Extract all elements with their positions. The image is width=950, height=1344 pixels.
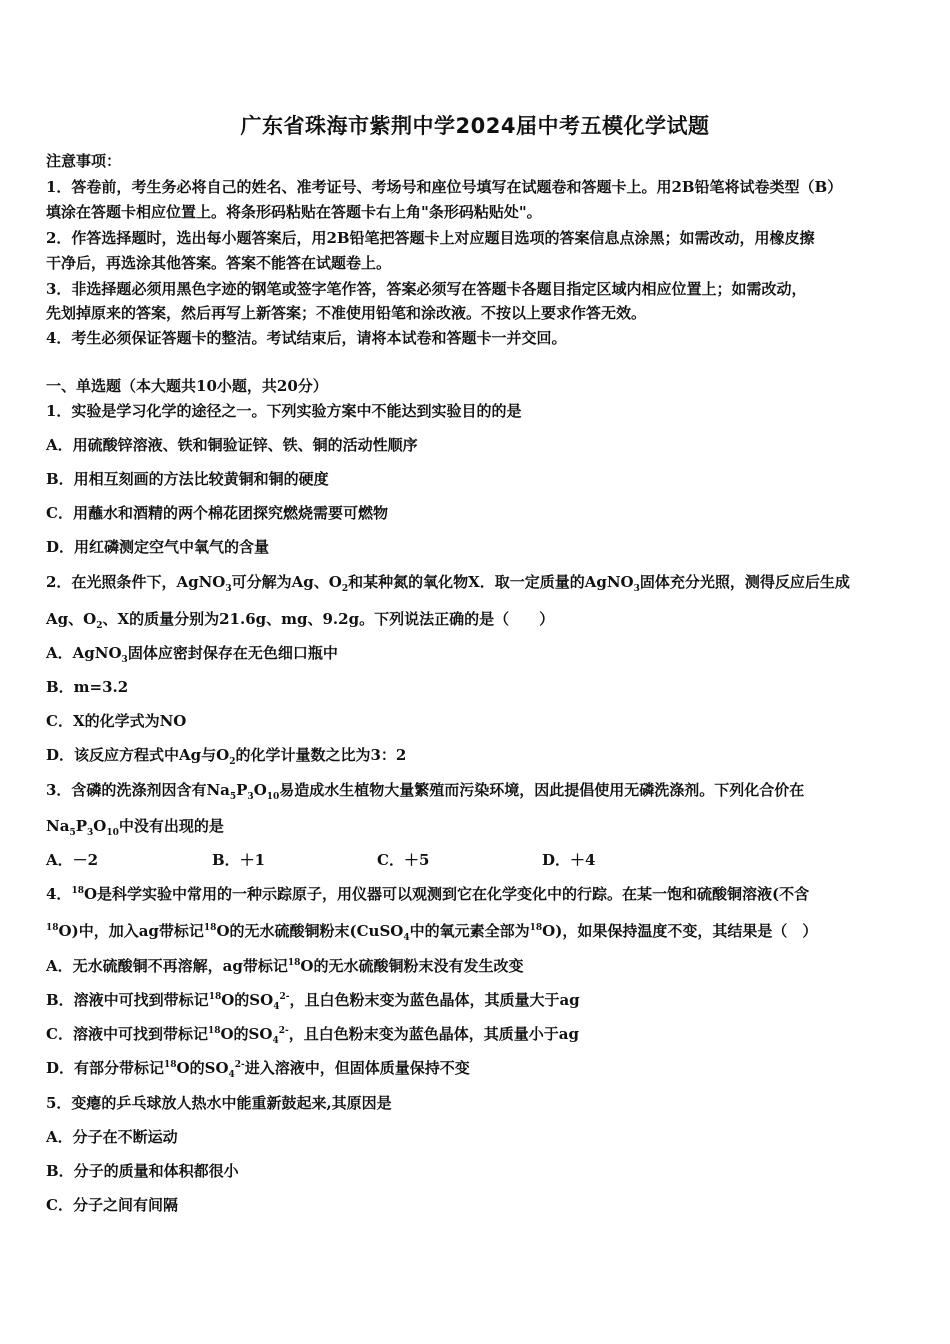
notice-heading: 注意事项： bbox=[46, 152, 122, 170]
notice-line: 1．答卷前，考生务必将自己的姓名、准考证号、考场号和座位号填写在试题卷和答题卡上。用2B铅笔将试卷类型（B） bbox=[46, 178, 843, 196]
q1-option-d: D．用红磷测定空气中氧气的含量 bbox=[46, 538, 270, 556]
q3-option-b: B．＋1 bbox=[212, 851, 266, 869]
q2-option-b: B．m=3.2 bbox=[46, 678, 129, 696]
q2-option-c: C．X的化学式为NO bbox=[46, 712, 187, 730]
q4-option-a: A．无水硫酸铜不再溶解，ag带标记$^{18}$O的无水硫酸铜粉末没有发生改变 bbox=[46, 957, 524, 975]
notice-line: 干净后，再选涂其他答案。答案不能答在试题卷上。 bbox=[46, 254, 392, 272]
q1-option-c: C．用蘸水和酒精的两个棉花团探究燃烧需要可燃物 bbox=[46, 504, 388, 522]
q2-option-a: A．AgNO$_3$固体应密封保存在无色细口瓶中 bbox=[46, 644, 338, 665]
question-1-stem: 1．实验是学习化学的途径之一。下列实验方案中不能达到实验目的的是 bbox=[46, 402, 522, 420]
q1-option-a: A．用硫酸锌溶液、铁和铜验证锌、铁、铜的活动性顺序 bbox=[46, 436, 418, 454]
question-3-stem: 3．含磷的洗涤剂因含有$Na_5P_3O_{10}$易造成水生植物大量繁殖而污染环境，因此提倡使用无磷洗涤剂。下列化合价在 bbox=[46, 781, 805, 802]
q4-option-c: C．溶液中可找到带标记$^{18}$O的$SO_4^{2-}$，且白色粉末变为蓝色晶体，其质量小于ag bbox=[46, 1025, 579, 1046]
q3-option-a: A．－2 bbox=[46, 851, 99, 869]
question-4-stem-cont: $^{18}$O)中，加入ag带标记$^{18}$O的无水硫酸铜粉末(CuSO$_4$中的氧元素全部为$^{18}$O)，如果保持温度不变，其结果是（ ） bbox=[46, 922, 818, 943]
question-2-stem: 2．在光照条件下，AgNO$_3$可分解为Ag、$O_2$和某种氮的氧化物X．取一定质量的AgNO$_3$固体充分光照，测得反应后生成 bbox=[46, 573, 850, 594]
q5-option-b: B．分子的质量和体积都很小 bbox=[46, 1162, 239, 1180]
notice-line: 2．作答选择题时，选出每小题答案后，用2B铅笔把答题卡上对应题目选项的答案信息点涂黑；如需改动，用橡皮擦 bbox=[46, 229, 815, 247]
q2-option-d: D．该反应方程式中Ag与$O_2$的化学计量数之比为3：2 bbox=[46, 746, 407, 767]
q4-option-b: B．溶液中可找到带标记$^{18}$O的$SO_4^{2-}$，且白色粉末变为蓝色晶体，其质量大于ag bbox=[46, 991, 580, 1012]
notice-line: 4．考生必须保证答题卡的整洁。考试结束后，请将本试卷和答题卡一并交回。 bbox=[46, 329, 567, 347]
notice-line: 填涂在答题卡相应位置上。将条形码粘贴在答题卡右上角"条形码粘贴处"。 bbox=[46, 203, 542, 221]
q3-option-d: D．＋4 bbox=[542, 851, 596, 869]
notice-line: 先划掉原来的答案，然后再写上新答案；不准使用铅笔和涂改液。不按以上要求作答无效。 bbox=[46, 304, 647, 322]
page-title: 广东省珠海市紫荆中学2024届中考五模化学试题 bbox=[240, 114, 710, 138]
question-2-stem-cont: Ag、$O_2$、X的质量分别为21.6g、mg、9.2g。下列说法正确的是（ ） bbox=[46, 610, 555, 631]
q5-option-a: A．分子在不断运动 bbox=[46, 1128, 178, 1146]
question-4-stem: 4．$^{18}$O是科学实验中常用的一种示踪原子，用仪器可以观测到它在化学变化中的行踪。在某一饱和硫酸铜溶液(不含 bbox=[46, 885, 810, 903]
q5-option-c: C．分子之间有间隔 bbox=[46, 1196, 178, 1214]
q4-option-d: D．有部分带标记$^{18}$O的$SO_4^{2-}$进入溶液中，但固体质量保持不变 bbox=[46, 1059, 470, 1080]
section-heading: 一、单选题（本大题共10小题，共20分） bbox=[46, 377, 328, 395]
question-3-stem-cont: $Na_5P_3O_{10}$中没有出现的是 bbox=[46, 817, 224, 838]
q1-option-b: B．用相互刻画的方法比较黄铜和铜的硬度 bbox=[46, 470, 329, 488]
notice-line: 3．非选择题必须用黑色字迹的钢笔或签字笔作答，答案必须写在答题卡各题目指定区域内相应位置上；如需改动， bbox=[46, 280, 807, 298]
q3-option-c: C．＋5 bbox=[377, 851, 430, 869]
question-5-stem: 5．变瘪的乒乓球放人热水中能重新鼓起来,其原因是 bbox=[46, 1094, 392, 1112]
